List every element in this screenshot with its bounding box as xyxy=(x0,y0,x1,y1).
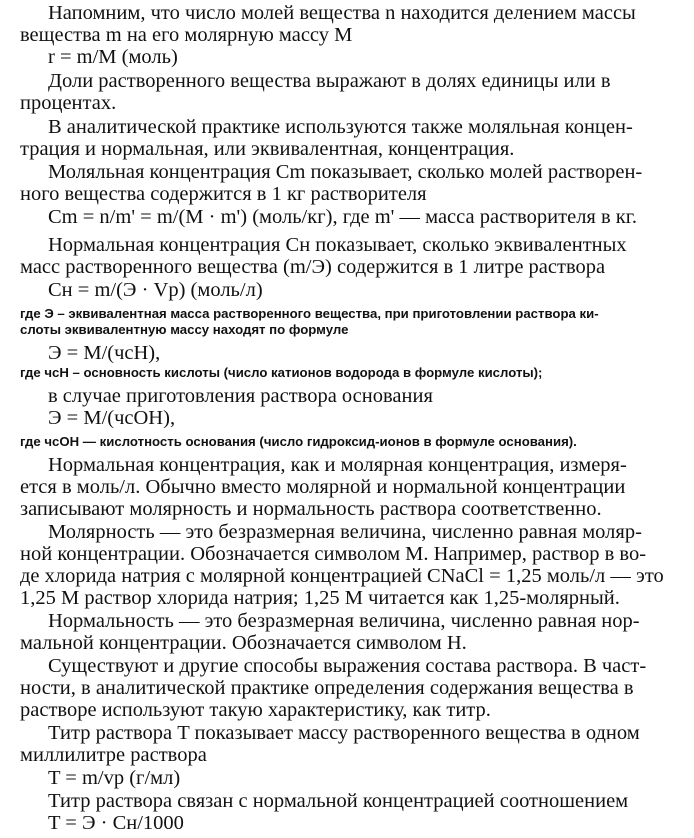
text-line: 1,25 М раствор хлорида натрия; 1,25 М читается как 1,25-молярный. xyxy=(20,587,620,609)
text-line: Моляльная концентрация Cm показывает, сколько молей растворен- xyxy=(48,161,643,183)
text-line: Титр раствора связан с нормальной концентрацией соотношением xyxy=(48,790,629,812)
text-line: ного вещества содержится в 1 кг растворителя xyxy=(20,183,427,205)
formula-line: r = m/M (моль) xyxy=(48,46,178,68)
text-line: вещества m на его молярную массу M xyxy=(20,24,353,46)
note-line: где Э – эквивалентная масса растворенного вещества, при приготовлении раствора ки- xyxy=(20,306,599,321)
text-line: Нормальность — это безразмерная величина, численно равная нор- xyxy=(48,610,640,632)
formula-line: T = m/vp (г/мл) xyxy=(48,767,181,789)
formula-line: Э = M/(чсОН), xyxy=(48,407,176,429)
text-line: Доли растворенного вещества выражают в долях единицы или в xyxy=(48,70,611,92)
text-line: де хлорида натрия с молярной концентрацией CNaCl = 1,25 моль/л — это xyxy=(20,565,664,587)
text-line: Нормальная концентрация Cн показывает, сколько эквивалентных xyxy=(48,234,627,256)
formula-line: Cm = n/m' = m/(M · m') (моль/кг), где m' — масса растворителя в кг. xyxy=(48,206,637,228)
text-line: масс растворенного вещества (m/Э) содержится в 1 литре раствора xyxy=(20,256,606,278)
text-line: мальной концентрации. Обозначается символом Н. xyxy=(20,632,467,654)
text-line: трация и нормальная, или эквивалентная, концентрация. xyxy=(20,138,515,160)
formula-line: T = Э · Cн/1000 xyxy=(48,812,184,834)
formula-line: Э = M/(чсН), xyxy=(48,342,161,364)
text-line: ной концентрации. Обозначается символом М. Например, раствор в во- xyxy=(20,543,647,565)
note-line: слоты эквивалентную массу находят по формуле xyxy=(20,322,349,337)
text-line: в случае приготовления раствора основания xyxy=(48,385,433,407)
formula-line: Cн = m/(Э · Vp) (моль/л) xyxy=(48,279,263,301)
text-line: Нормальная концентрация, как и молярная концентрация, измеря- xyxy=(48,454,627,476)
text-line: Молярность — это безразмерная величина, численно равная моляр- xyxy=(48,521,642,543)
text-line: ется в моль/л. Обычно вместо молярной и нормальной концентрации xyxy=(20,476,626,498)
text-line: Напомним, что число молей вещества n находится делением массы xyxy=(48,2,636,24)
text-line: В аналитической практике используются также моляльная концен- xyxy=(48,116,633,138)
text-line: процентах. xyxy=(20,92,117,114)
text-line: записывают молярность и нормальность раствора соответственно. xyxy=(20,498,602,520)
note-line: где чсОН — кислотность основания (число гидроксид-ионов в формуле основания). xyxy=(20,434,577,449)
text-line: миллилитре раствора xyxy=(20,744,207,766)
text-line: Существуют и другие способы выражения состава раствора. В част- xyxy=(48,655,647,677)
note-line: где чсН – основность кислоты (число катионов водорода в формуле кислоты); xyxy=(20,365,543,380)
text-line: ности, в аналитической практике определения содержания вещества в xyxy=(20,677,634,699)
text-line: Титр раствора T показывает массу растворенного вещества в одном xyxy=(48,722,640,744)
text-line: растворе используют такую характеристику, как титр. xyxy=(20,699,491,721)
